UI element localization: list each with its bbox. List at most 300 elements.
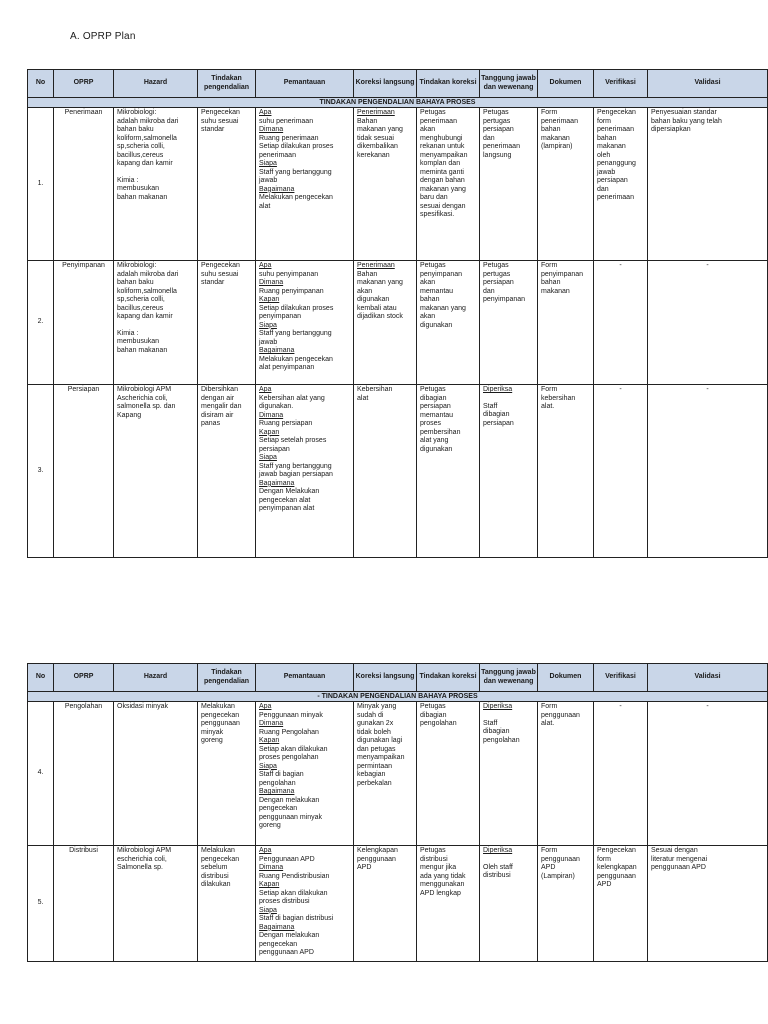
cell-line: digunakan <box>420 445 453 453</box>
table-row <box>28 108 768 261</box>
cell-line: Dengan melakukan <box>259 932 320 940</box>
cell-line: dipersiapkan <box>651 126 691 134</box>
cell-line: Form <box>541 386 558 393</box>
cell-subheading: Siapa <box>259 321 277 329</box>
hazard-cell <box>114 702 198 846</box>
tanggung-jawab-cell <box>480 702 538 846</box>
cell-line: Petugas <box>420 386 446 393</box>
verifikasi-cell <box>594 846 648 962</box>
cell-line: dilakukan <box>201 881 231 889</box>
koreksi-langsung-cell <box>354 385 417 558</box>
koreksi-langsung-cell <box>354 702 417 846</box>
cell-line: alat <box>259 202 271 210</box>
cell-line: penggunaan <box>201 720 240 728</box>
cell-line: Melakukan <box>201 703 235 710</box>
cell-line: penyimpanan <box>259 313 302 321</box>
cell-line: mengur jika <box>420 864 457 872</box>
cell-line: Setiap setelah proses <box>259 437 327 445</box>
table-header-row <box>28 70 768 98</box>
dokumen-cell <box>538 385 594 558</box>
header-verifikasi: Verifikasi <box>594 664 648 692</box>
cell-line: dikembalikan <box>357 143 398 151</box>
cell-subheading: Siapa <box>259 906 277 914</box>
tindakan-koreksi-cell <box>417 385 480 558</box>
cell-line: pengecekan <box>259 940 298 948</box>
cell-line: panas <box>201 420 221 428</box>
cell-line: kebersihan <box>541 394 576 402</box>
cell-line: Kimia : <box>117 329 139 337</box>
row-number: 2. <box>28 261 54 385</box>
cell-line: permintaan <box>357 762 393 770</box>
cell-line: Dengan melakukan <box>259 796 320 804</box>
cell-line: Staff <box>483 402 498 410</box>
dokumen-cell <box>538 846 594 962</box>
cell-line: penggunaan <box>357 855 396 863</box>
cell-line: persiapan <box>483 419 514 427</box>
header-validasi: Validasi <box>648 70 768 98</box>
cell-line: goreng <box>259 822 281 830</box>
pemantauan-cell <box>256 846 354 962</box>
cell-line: ada yang tidak <box>420 872 466 880</box>
cell-line: Petugas <box>483 262 509 269</box>
row-number: 4. <box>28 702 54 846</box>
cell-subheading: Bagaimana <box>259 923 295 931</box>
koreksi-langsung-cell <box>354 846 417 962</box>
cell-line: memantau <box>420 411 454 419</box>
tindakan-koreksi-cell <box>417 846 480 962</box>
cell-line: disiram air <box>201 411 234 419</box>
cell-line: sp,scheria colli, <box>117 143 165 151</box>
verifikasi-cell <box>594 108 648 261</box>
section-row <box>28 692 768 702</box>
table-row <box>28 702 768 846</box>
cell-subheading: Dimana <box>259 864 284 872</box>
cell-line: pengolahan <box>420 720 457 728</box>
cell-spacer <box>483 712 534 720</box>
cell-line: akan <box>420 313 436 321</box>
cell-line: dibagian <box>420 711 447 719</box>
cell-line: dijadikan stock <box>357 313 403 321</box>
cell-line: alat. <box>541 403 555 411</box>
cell-line: koliform,salmonella <box>117 287 177 295</box>
cell-subheading: Apa <box>259 847 272 854</box>
cell-line: dan petugas <box>357 745 396 753</box>
cell-line: Staff di bagian distribusi <box>259 915 334 923</box>
header-dokumen: Dokumen <box>538 70 594 98</box>
cell-line: Melakukan pengecekan <box>259 194 333 202</box>
tindakan-koreksi-cell <box>417 702 480 846</box>
cell-line: Petugas <box>420 703 446 710</box>
header-no: No <box>28 664 54 692</box>
row-number: 5. <box>28 846 54 962</box>
cell-line: penerimaan <box>259 151 296 159</box>
cell-line: Staff <box>483 719 498 727</box>
cell-line: alat yang <box>420 437 449 445</box>
cell-line: digunakan <box>357 296 390 304</box>
cell-line: Ruang Pendistribusian <box>259 872 330 880</box>
tanggung-jawab-cell <box>480 261 538 385</box>
cell-line: makanan yang <box>357 279 403 287</box>
cell-line: Oleh staff <box>483 863 513 871</box>
cell-line: Penyesuaian standar <box>651 109 717 116</box>
cell-line: makanan <box>541 287 570 295</box>
cell-line: sp,scheria colli, <box>117 296 165 304</box>
cell-line: Mikrobiologi APM <box>117 847 172 854</box>
cell-line: Staff di bagian <box>259 771 304 779</box>
cell-line: Pengecekan <box>597 109 636 116</box>
cell-spacer <box>117 169 194 177</box>
cell-line: Sesuai dengan <box>651 847 698 854</box>
header-tanggung-jawab: Tanggung jawab dan wewenang <box>480 70 538 98</box>
cell-line: persiapan <box>259 445 290 453</box>
pemantauan-cell <box>256 108 354 261</box>
cell-line: menyampaikan <box>420 151 468 159</box>
cell-line: sesuai dengan <box>420 202 466 210</box>
dokumen-cell <box>538 261 594 385</box>
cell-line: (lampiran) <box>541 143 573 151</box>
oprp-step: Persiapan <box>54 385 114 558</box>
cell-line: bahan <box>420 296 440 304</box>
header-dokumen: Dokumen <box>538 664 594 692</box>
table-row <box>28 385 768 558</box>
cell-line: Bahan <box>357 270 378 278</box>
cell-line: Minyak yang <box>357 703 397 710</box>
cell-line: akan <box>357 287 373 295</box>
cell-line: Ruang persiapan <box>259 420 313 428</box>
cell-line: penyimpanan <box>483 296 526 304</box>
cell-line: Petugas <box>483 109 509 116</box>
cell-spacer <box>117 322 194 330</box>
cell-line: Form <box>541 262 558 269</box>
cell-line: spesifikasi. <box>420 211 455 219</box>
cell-line: membusukan <box>117 338 160 346</box>
cell-line: Mikrobiologi APM <box>117 386 172 393</box>
cell-line: penggunaan minyak <box>259 813 323 821</box>
cell-subheading: Apa <box>259 703 272 710</box>
cell-line: distribusi <box>420 855 448 863</box>
cell-line: persiapan <box>483 279 514 287</box>
header-tindakan-koreksi: Tindakan koreksi <box>417 664 480 692</box>
cell-line: penerimaan <box>483 143 520 151</box>
validasi-cell <box>648 846 768 962</box>
cell-subheading: Apa <box>259 262 272 269</box>
header-oprp: OPRP <box>54 664 114 692</box>
cell-line: dan <box>483 287 495 295</box>
tindakan-pengendalian-cell <box>198 261 256 385</box>
cell-line: dibagian <box>420 394 447 402</box>
cell-line: Staff yang bertanggung <box>259 168 332 176</box>
cell-line: distribusi <box>201 872 229 880</box>
cell-line: jawab bagian persiapan <box>259 471 333 479</box>
cell-subheading: Dimana <box>259 279 284 287</box>
cell-subheading: Dimana <box>259 411 284 419</box>
cell-line: pengecekan alat <box>259 496 311 504</box>
cell-line: menyampaikan <box>357 754 405 762</box>
cell-line: Form <box>541 109 558 116</box>
verifikasi-cell <box>594 385 648 558</box>
cell-line: dengan bahan <box>420 177 465 185</box>
header-koreksi-langsung: Koreksi langsung <box>354 664 417 692</box>
cell-subheading: Apa <box>259 386 272 393</box>
cell-line: alat <box>357 394 369 402</box>
cell-line: Pengecekan <box>597 847 636 854</box>
table-row <box>28 261 768 385</box>
cell-line: dan <box>597 185 609 193</box>
cell-line: kelengkapan <box>597 864 637 872</box>
cell-line: dibagian <box>483 411 510 419</box>
hazard-cell <box>114 846 198 962</box>
cell-line: bahan baku yang telah <box>651 117 722 125</box>
cell-line: makanan yang <box>357 126 403 134</box>
cell-line: digunakan. <box>259 403 294 411</box>
cell-line: baru dan <box>420 194 448 202</box>
cell-line: suhu penerimaan <box>259 117 314 125</box>
cell-line: Dibersihkan <box>201 386 238 393</box>
cell-line: Mikrobiologi: <box>117 262 157 269</box>
koreksi-langsung-cell <box>354 261 417 385</box>
validasi-cell <box>648 108 768 261</box>
cell-subheading: Diperiksa <box>483 847 513 854</box>
cell-line: Kebersihan <box>357 386 393 393</box>
row-number: 1. <box>28 108 54 261</box>
cell-line: persiapan <box>597 177 628 185</box>
cell-line: Pengecekan <box>201 109 240 116</box>
header-tanggung-jawab: Tanggung jawab dan wewenang <box>480 664 538 692</box>
cell-line: Petugas <box>420 847 446 854</box>
cell-line: literatur mengenai <box>651 855 708 863</box>
cell-line: bahan <box>541 126 561 134</box>
cell-line: penggunaan <box>597 872 636 880</box>
cell-line: (Lampiran) <box>541 872 575 880</box>
header-verifikasi: Verifikasi <box>594 70 648 98</box>
oprp-step: Penyimpanan <box>54 261 114 385</box>
cell-line: adalah mikroba dari <box>117 117 179 125</box>
cell-line: penggunaan APD <box>259 949 314 957</box>
cell-subheading: Bagaimana <box>259 788 295 796</box>
header-no: No <box>28 70 54 98</box>
cell-subheading: Apa <box>259 109 272 116</box>
cell-line: Form <box>541 847 558 854</box>
cell-line: minyak <box>201 728 224 736</box>
cell-subheading: Siapa <box>259 762 277 770</box>
cell-line: Kimia : <box>117 176 139 184</box>
cell-line: penerimaan <box>541 117 578 125</box>
cell-spacer <box>483 856 534 864</box>
cell-line: menghubungi <box>420 134 463 142</box>
oprp-step: Pengolahan <box>54 702 114 846</box>
cell-line: makanan yang <box>420 304 466 312</box>
cell-line: Melakukan pengecekan <box>259 355 333 363</box>
pemantauan-cell <box>256 261 354 385</box>
header-validasi: Validasi <box>648 664 768 692</box>
cell-line: tidak boleh <box>357 728 391 736</box>
cell-line: Pengecekan <box>201 262 240 269</box>
cell-line: penyimpanan <box>541 270 584 278</box>
validasi-cell <box>648 385 768 558</box>
cell-line: sebelum <box>201 864 228 872</box>
document-title: A. OPRP Plan <box>70 31 136 42</box>
cell-line: Penggunaan APD <box>259 855 315 863</box>
cell-line: Setiap dilakukan proses <box>259 304 334 312</box>
cell-line: bahan baku <box>117 126 154 134</box>
dokumen-cell <box>538 108 594 261</box>
cell-line: menggunakan <box>420 881 465 889</box>
validasi-cell <box>648 702 768 846</box>
cell-subheading: Kapan <box>259 296 280 304</box>
cell-line: koliform,salmonella <box>117 134 177 142</box>
row-number: 3. <box>28 385 54 558</box>
cell-line: distribusi <box>483 872 511 880</box>
cell-line: jawab <box>259 177 278 185</box>
cell-subheading: Siapa <box>259 454 277 462</box>
tanggung-jawab-cell <box>480 108 538 261</box>
tanggung-jawab-cell <box>480 846 538 962</box>
table-header-row <box>28 664 768 692</box>
header-koreksi-langsung: Koreksi langsung <box>354 70 417 98</box>
oprp-table-page-1 <box>27 69 768 558</box>
cell-line: pertugas <box>483 117 511 125</box>
cell-line: rekanan untuk <box>420 143 465 151</box>
verifikasi-cell <box>594 261 648 385</box>
cell-line: kembali atau <box>357 304 397 312</box>
hazard-cell <box>114 385 198 558</box>
cell-line: proses <box>420 420 442 428</box>
cell-line: Dengan Melakukan <box>259 488 320 496</box>
cell-line: persiapan <box>420 403 451 411</box>
cell-spacer <box>483 395 534 403</box>
oprp-step: Distribusi <box>54 846 114 962</box>
cell-line: dan <box>483 134 495 142</box>
cell-line: jawab <box>259 338 278 346</box>
tindakan-koreksi-cell <box>417 108 480 261</box>
cell-line: form <box>597 117 611 125</box>
cell-line: adalah mikroba dari <box>117 270 179 278</box>
cell-line: memantau <box>420 287 454 295</box>
cell-line: persiapan <box>483 126 514 134</box>
cell-line: kapang dan kamir <box>117 160 173 168</box>
cell-line: - <box>619 262 622 269</box>
pemantauan-cell <box>256 702 354 846</box>
header-tindakan-pengendalian: Tindakan pengendalian <box>198 70 256 98</box>
oprp-table-page-2 <box>27 663 768 962</box>
cell-line: bahan makanan <box>117 193 168 201</box>
cell-line: digunakan lagi <box>357 737 403 745</box>
cell-line: tidak sesuai <box>357 134 394 142</box>
cell-line: penyimpanan <box>420 270 463 278</box>
cell-line: komplan dan <box>420 160 461 168</box>
cell-line: pembersihan <box>420 428 461 436</box>
cell-subheading: Diperiksa <box>483 386 513 393</box>
cell-line: Petugas <box>420 109 446 116</box>
section-row <box>28 98 768 108</box>
cell-line: akan <box>420 126 436 134</box>
koreksi-langsung-cell <box>354 108 417 261</box>
cell-subheading: Kapan <box>259 428 280 436</box>
cell-line: kerekanan <box>357 151 390 159</box>
header-oprp: OPRP <box>54 70 114 98</box>
cell-line: Setiap akan dilakukan <box>259 889 328 897</box>
cell-line: gunakan 2x <box>357 720 394 728</box>
cell-line: suhu sesuai <box>201 270 239 278</box>
cell-line: alat penyimpanan <box>259 364 315 372</box>
cell-line: alat. <box>541 720 555 728</box>
cell-line: membusukan <box>117 185 160 193</box>
cell-line: jawab <box>597 168 616 176</box>
cell-line: penerimaan <box>597 194 634 202</box>
cell-line: goreng <box>201 737 223 745</box>
cell-line: Kebersihan alat yang <box>259 394 325 402</box>
cell-line: APD <box>357 864 372 872</box>
cell-line: - <box>619 386 622 393</box>
verifikasi-cell <box>594 702 648 846</box>
cell-line: proses pengolahan <box>259 754 319 762</box>
cell-line: sudah di <box>357 711 384 719</box>
section-label: - TINDAKAN PENGENDALIAN BAHAYA PROSES <box>28 692 768 702</box>
cell-line: escherichia coli, <box>117 855 167 863</box>
cell-line: Ascherichia coli, <box>117 394 168 402</box>
cell-line: makanan <box>597 143 626 151</box>
cell-line: APD <box>597 881 612 889</box>
tanggung-jawab-cell <box>480 385 538 558</box>
cell-line: bacillus,cereus <box>117 304 164 312</box>
cell-line: Mikrobiologi: <box>117 109 157 116</box>
cell-line: Kapang <box>117 411 142 419</box>
cell-line: APD lengkap <box>420 889 461 897</box>
cell-line: Petugas <box>420 262 446 269</box>
cell-line: pengolahan <box>483 736 520 744</box>
cell-subheading: Bagaimana <box>259 479 295 487</box>
cell-line: standar <box>201 126 225 134</box>
cell-line: Oksidasi minyak <box>117 703 168 710</box>
cell-line: oleh <box>597 151 611 159</box>
cell-line: penyimpanan alat <box>259 505 315 513</box>
cell-line: kapang dan kamir <box>117 313 173 321</box>
cell-line: - <box>706 386 709 393</box>
cell-line: suhu sesuai <box>201 117 239 125</box>
cell-line: digunakan <box>420 321 453 329</box>
header-hazard: Hazard <box>114 70 198 98</box>
tindakan-koreksi-cell <box>417 261 480 385</box>
cell-line: perbekalan <box>357 779 392 787</box>
header-tindakan-pengendalian: Tindakan pengendalian <box>198 664 256 692</box>
cell-line: Melakukan <box>201 847 235 854</box>
cell-line: Salmonella sp. <box>117 864 163 872</box>
cell-line: Ruang Pengolahan <box>259 728 319 736</box>
cell-subheading: Bagaimana <box>259 347 295 355</box>
table-row <box>28 846 768 962</box>
cell-line: dibagian <box>483 728 510 736</box>
cell-line: APD <box>541 864 556 872</box>
cell-line: meminta ganti <box>420 168 464 176</box>
cell-line: penanggung <box>597 160 636 168</box>
header-pemantauan: Pemantauan <box>256 70 354 98</box>
cell-line: Setiap dilakukan proses <box>259 143 334 151</box>
cell-line: makanan yang <box>420 185 466 193</box>
cell-line: Penggunaan minyak <box>259 711 323 719</box>
cell-line: - <box>706 703 709 710</box>
cell-subheading: Penerimaan <box>357 109 395 116</box>
cell-line: Kelengkapan <box>357 847 398 854</box>
validasi-cell <box>648 261 768 385</box>
hazard-cell <box>114 108 198 261</box>
cell-line: salmonella sp. dan <box>117 403 176 411</box>
cell-line: penerimaan <box>597 126 634 134</box>
cell-line: Staff yang bertanggung <box>259 462 332 470</box>
cell-subheading: Siapa <box>259 160 277 168</box>
cell-line: mengalir dan <box>201 403 242 411</box>
cell-line: form <box>597 855 611 863</box>
cell-line: suhu penyimpanan <box>259 270 319 278</box>
